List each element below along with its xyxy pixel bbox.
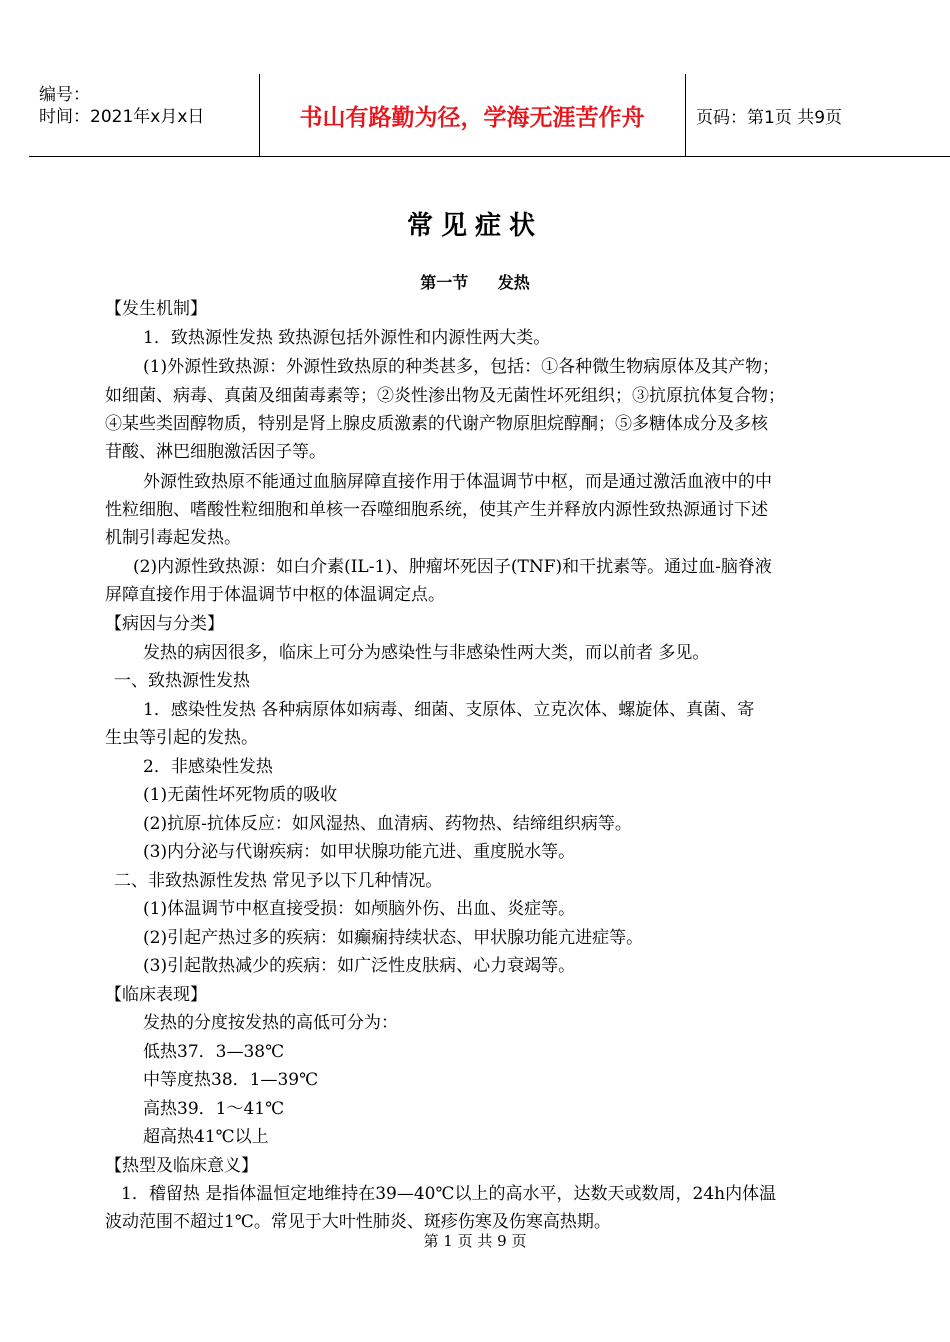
text-line: (1)外源性致热源：外源性致热原的种类甚多，包括：①各种微生物病原体及其产物； — [143, 357, 780, 377]
text-line: 1．感染性发热 各种病原体如病毒、细菌、支原体、立克次体、螺旋体、真菌、寄 — [143, 700, 755, 720]
page-footer: 第 1 页 共 9 页 — [423, 1232, 527, 1250]
text-line: 2．非感染性发热 — [143, 757, 273, 777]
text-line: 机制引毒起发热。 — [105, 528, 241, 548]
text-line: 1．稽留热 是指体温恒定地维持在39—40℃以上的高水平，达数天或数周，24h内体温 — [121, 1184, 777, 1204]
text-line: (1)体温调节中枢直接受损：如颅脑外伤、出血、炎症等。 — [143, 899, 576, 919]
text-line: 波动范围不超过1℃。常见于大叶性肺炎、斑疹伤寒及伤寒高热期。 — [105, 1212, 611, 1232]
text-line: ④某些类固醇物质，特别是肾上腺皮质激素的代谢产物原胆烷醇酮；⑤多糖体成分及多核 — [105, 414, 768, 434]
section-heading: 【临床表现】 — [105, 985, 207, 1005]
page-header — [29, 74, 950, 157]
text-line: (1)无菌性坏死物质的吸收 — [143, 785, 338, 805]
text-line: 高热39．1～41℃ — [143, 1099, 285, 1119]
text-line: (2)内源性致热源：如白介素(IL-1)、肿瘤坏死因子(TNF)和干扰素等。通过血-脑脊液 — [133, 557, 772, 577]
text-line: (2)引起产热过多的疾病：如癫痫持续状态、甲状腺功能亢进症等。 — [143, 928, 644, 948]
section-heading: 【热型及临床意义】 — [105, 1156, 258, 1176]
section-heading: 【发生机制】 — [105, 299, 207, 319]
document-date-label: 时间：2021年x月x日 — [39, 107, 205, 127]
section-heading: 【病因与分类】 — [105, 614, 224, 634]
text-line: 屏障直接作用于体温调节中枢的体温调定点。 — [105, 585, 445, 605]
text-line: (3)内分泌与代谢疾病：如甲状腺功能亢进、重度脱水等。 — [143, 842, 576, 862]
text-line: 性粒细胞、嗜酸性粒细胞和单核一吞噬细胞系统，使其产生并释放内源性致热源通讨下述 — [105, 500, 768, 520]
text-line: (3)引起散热减少的疾病：如广泛性皮肤病、心力衰竭等。 — [143, 956, 576, 976]
text-line: 发热的分度按发热的高低可分为： — [143, 1013, 398, 1033]
text-line: 超高热41℃以上 — [143, 1127, 269, 1147]
text-line: 如细菌、病毒、真菌及细菌毒素等；②炎性渗出物及无菌性坏死组织；③抗原抗体复合物； — [105, 386, 785, 406]
text-line: 1．致热源性发热 致热源包括外源性和内源性两大类。 — [143, 328, 551, 348]
section-title: 第一节 发热 — [420, 273, 530, 292]
subheading: 二、非致热源性发热 常见予以下几种情况。 — [114, 871, 443, 891]
text-line: (2)抗原-抗体反应：如风湿热、血清病、药物热、结缔组织病等。 — [143, 814, 632, 834]
header-meta — [29, 74, 259, 156]
subheading: 一、致热源性发热 — [114, 671, 250, 691]
header-page-label: 页码：第1页 共9页 — [696, 107, 843, 128]
document-number-label: 编号： — [39, 85, 90, 105]
text-line: 生虫等引起的发热。 — [105, 728, 258, 748]
text-line: 苷酸、淋巴细胞激活因子等。 — [105, 442, 326, 462]
text-line: 低热37．3—38℃ — [143, 1042, 285, 1062]
text-line: 外源性致热原不能通过血脑屏障直接作用于体温调节中枢，而是通过激活血液中的中 — [143, 472, 772, 492]
header-motto: 书山有路勤为径，学海无涯苦作舟 — [299, 104, 645, 131]
text-line: 中等度热38．1—39℃ — [143, 1070, 319, 1090]
document-title: 常见症状 — [406, 211, 543, 241]
text-line: 发热的病因很多，临床上可分为感染性与非感染性两大类，而以前者 多见。 — [143, 643, 710, 663]
